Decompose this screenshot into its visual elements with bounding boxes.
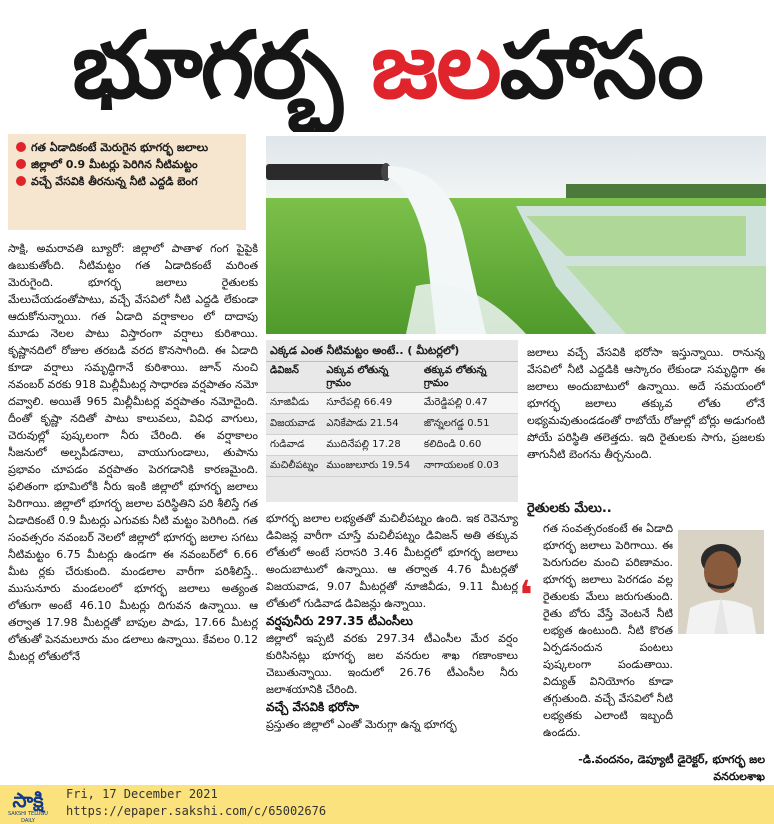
table-row: మచిలీపట్నం ముంజులూరు 19.54 నాగాయలంక 0.03 [266, 456, 518, 477]
quote-mark-icon: ❛ [519, 573, 533, 619]
column-2-paragraph-2: జిల్లాలో ఇప్పటి వరకు 297.34 టీఎంసీల మేర వర్షం కురిసినట్లు భూగర్భ జల వనరుల శాఖ గణాంకాలు చెబుతున్నాయి. ఇందులో 26.76 టీఎంసీల నీరు జలాశయానికి చేరింది. [266, 632, 518, 696]
highlight-item: జిల్లాలో 0.9 మీటర్లు పెరిగిన నీటిమట్టం [16, 157, 238, 172]
bullet-dot-icon [16, 159, 26, 169]
table-row: విజయవాడ ఎనికేపాడు 21.54 జొన్నలగడ్డ 0.51 [266, 414, 518, 435]
column-2-paragraph-1: భూగర్భ జలాల లభ్యతతో మచిలీపట్నం ఉంది. ఇక రెవెన్యూ డివిజన్ల వారీగా చూస్తే మచిలీపట్నం డివిజన్ అతి తక్కువ లోతులో అంటే సరాసరి 3.46 మీటర్లలో భూగర్భ జలాలు అందుబాటులో ఉన్నాయి. ఆ తర్వాత 4.76 మీటర్లతో విజయవాడ, 9.07 మీటర్లతో నూజివీడు, 9.11 మీటర్ల లోతులో గుడివాడ డివిజన్లు ఉన్నాయి. [266, 512, 518, 610]
summer-assurance-subheading: వచ్చే వేసవికి భరోసా [266, 700, 359, 714]
logo-subtitle: SAKSHI TELUGU DAILY [8, 811, 48, 824]
column-header: తక్కువ లోతున్న గ్రామం [420, 362, 518, 393]
quote-body: గత సంవత్సరంకంటే ఈ ఏడాది భూగర్భ జలాలు పెరిగాయి. ఈ పెరుగుదల మంచి పరిణామం. భూగర్భ జలాలు పెరగడం వల్ల రైతులకు మేలు జరుగుతుంది. రైతు బోరు వేస్తే వెంటనే నీటి లభ్యత ఉంటుంది. నీటి కొరత ఏర్పడనందున పంటలు పుష్కలంగా పండుతాయి. విద్యుత్ వినియోగం కూడా తగ్గుతుంది. వచ్చే వేసవిలో నీటి లభ్యతకు ఎలాంటి ఇబ్బందీ ఉండదు. [543, 522, 673, 739]
column-header: డివిజన్ [266, 362, 322, 393]
column-header: ఎక్కువ లోతున్న గ్రామం [322, 362, 420, 393]
highlights-box [8, 134, 246, 230]
table-row: గుడివాడ ముదినేపల్లి 17.28 కలిదిండి 0.60 [266, 435, 518, 456]
article-column-3: జలాలు వచ్చే వేసవికి భరోసా ఇస్తున్నాయి. రానున్న వేసవిలో నీటి ఎద్దడికి ఆస్కారం లేకుండా సమృద్ధిగా ఈ జలాలు అందుబాటులో ఉన్నాయి. అదే సమయంలో భూగర్భ జలాలు తక్కువ లోతు లోనే లభ్యమవుతుండడంతో రాబోయే రోజుల్లో బోర్లు అడుగంటి పోయే పరిస్థితి తలెత్తదు. ఇది రైతులకు సాగు, ప్రజలకు తాగునీటి బెంగను తీర్చనుంది. [527, 346, 765, 461]
water-pipe-photo [266, 136, 766, 334]
logo-text: సాక్షి [12, 788, 44, 812]
quote-author: -డి.వందనం, డెప్యూటీ డైరెక్టర్, భూగర్భ జల వనరులశాఖ [578, 753, 765, 782]
highlight-item: గత ఏడాదికంటే మెరుగైన భూగర్భ జలాలు [16, 140, 238, 155]
headline-part-1: భూగర్భ [72, 12, 372, 119]
bullet-dot-icon [16, 176, 26, 186]
farmers-benefit-heading: రైతులకు మేలు.. [527, 501, 612, 516]
highlight-item: వచ్చే వేసవికి తీరనున్న నీటి ఎద్దడి బెంగ [16, 174, 238, 189]
bullet-dot-icon [16, 142, 26, 152]
article-column-1: సాక్షి, అమరావతి బ్యూరో: జిల్లాలో పాతాళ గంగ పైపైకి ఉబుకుతోంది. నీటిమట్టం గత ఏడాదికంటే మరింత మెరుగైంది. భూగర్భ జలాలు రైతులకు మేలుచేయడంతోపాటు, వచ్చే వేసవిలో నీటి ఎద్దడి లేకుండా ఆదుకోనున్నాయి. గత ఏడాది వర్షాకాలం లో దాదాపు మూడు నెలల పాటు విస్తారంగా వర్షాలు కురిశాయి. కృష్ణానదిలో రోజుల తరబడి వరద కొనసాగింది. ఈ ఏడాది కూడా వర్షాలు సమృద్ధిగానే కురిశాయి. జూన్ నుంచి నవంబర్ వరకు 918 మిల్లీమీటర్ల సాధారణ వర్షపాతం నమో దవ్వాలి. అయితే 965 మిల్లీమీటర్ల వర్షపాతం నమోదైంది. దీంతో కృష్ణా నదితో పాటు కాలువలు, వివిధ వాగులు, చెరువుల్లో పుష్కలంగా నీరు చేరింది. ఈ వర్షాకాలం సీజనులో అల్పపీడనాలు, వాయుగుండాలు, తుపాను ప్రభావం చూపడం వర్షపాతం పెరగడానికి కారణమైంది. ఫలితంగా భూమిలోకి నీరు ఇంకి జిల్లాలో భూగర్భ జలాలు పెరిగాయి. జిల్లాలో భూగర్భ జలాల పరిస్థితిని పరి శీలిస్తే గత ఏడాదికంటే 0.9 మీటర్లు ఎగువకు నీటి మట్టం పెరిగింది. గత సంవత్సరం నవంబర్ నెలలో జిల్లాలో భూగర్భ జలాల సగటు నీటిమట్టం 6.75 మీటర్లు ఉండగా ఈ నవంబర్‌లో 6.66 మీట ర్లకు చేరుకుంది. మండలాల వారీగా పరిశీలిస్తే.. ముసునూరు మండలంలో భూగర్భ జలాలు అత్యంత లోతుగా అంటే 46.10 మీటర్లు దిగువన ఉన్నాయి. ఆ తర్వాత 17.98 మీటర్లతో బాపుల పాడు, 17.66 మీటర్ల లోతుతో పెనమలూరు మం డలాలు ఉన్నాయి. కేవలం 0.12 మీటర్ల లోతులోనే [8, 242, 258, 663]
edition-date: Fri, 17 December 2021 [66, 787, 218, 801]
headline [0, 0, 774, 132]
sakshi-logo[interactable] [4, 788, 52, 824]
official-quote [527, 520, 765, 782]
headline-part-2: జల [371, 12, 500, 119]
water-level-table [266, 340, 518, 502]
epaper-link[interactable]: https://epaper.sakshi.com/c/65002676 [66, 804, 327, 818]
table-row: నూజివీడు సూరేపల్లి 66.49 మేరెడ్డిపల్లి 0.47 [266, 393, 518, 414]
column-2-paragraph-3: ప్రస్తుతం జిల్లాలో ఎంతో మెరుగ్గా ఉన్న భూగర్భ [266, 718, 457, 731]
table-title: ఎక్కడ ఎంత నీటిమట్టం అంటే.. ( మీటర్లలో) [266, 340, 518, 362]
article-column-2 [266, 510, 518, 780]
table-header-row [266, 362, 518, 393]
headline-part-3: హాసం [499, 12, 702, 119]
rainfall-subheading: వర్షపునీరు 297.35 టీఎంసీలు [266, 614, 413, 628]
